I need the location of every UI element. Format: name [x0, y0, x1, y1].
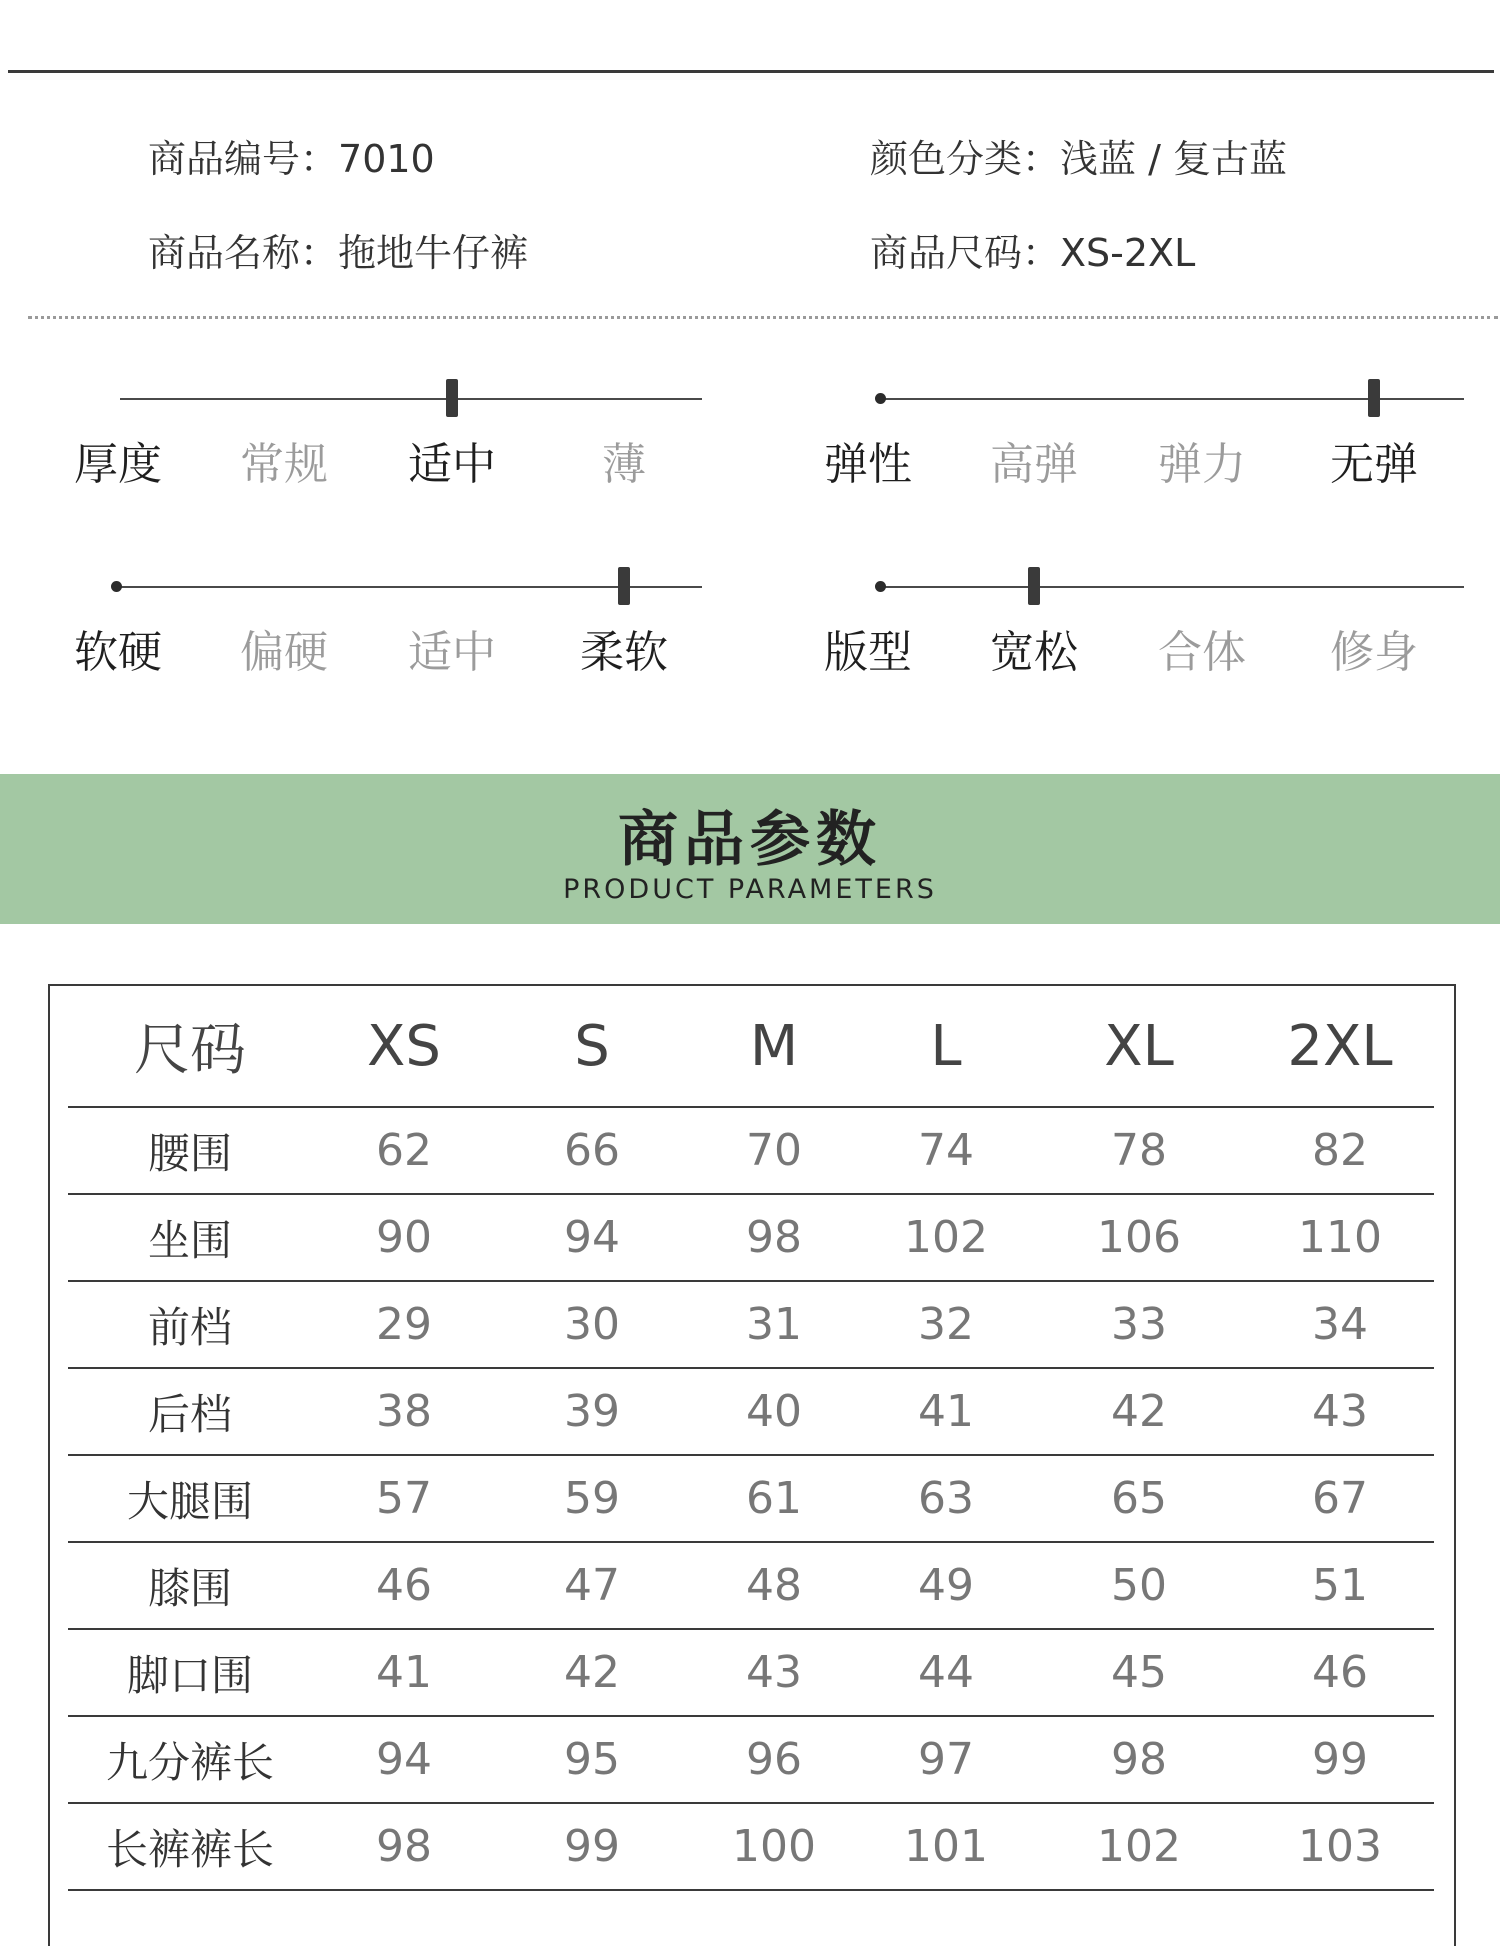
- measurement-value: 31: [688, 1281, 860, 1368]
- measurement-value: 49: [860, 1542, 1032, 1629]
- table-row: [68, 1107, 1434, 1194]
- size-header-cell: L: [860, 986, 1032, 1107]
- measurement-value: 61: [688, 1455, 860, 1542]
- measurement-value: 41: [312, 1629, 496, 1716]
- measurement-value: 33: [1032, 1281, 1246, 1368]
- table-row: [68, 1194, 1434, 1281]
- scale-start-dot: [875, 581, 886, 592]
- attribute-option: 高弹: [990, 439, 1078, 490]
- table-row: [68, 1542, 1434, 1629]
- measurement-value: 40: [688, 1368, 860, 1455]
- measurement-value: 110: [1246, 1194, 1434, 1281]
- measurement-value: 39: [496, 1368, 688, 1455]
- measurement-name: 前档: [68, 1281, 312, 1368]
- scale-start-dot: [111, 581, 122, 592]
- measurement-value: 90: [312, 1194, 496, 1281]
- measurement-name: 腰围: [68, 1107, 312, 1194]
- measurement-value: 43: [1246, 1368, 1434, 1455]
- scale-marker: [618, 567, 630, 605]
- scale-start-dot: [875, 393, 886, 404]
- product-color: [870, 128, 1287, 183]
- measurement-value: 42: [496, 1629, 688, 1716]
- size-header-cell: XL: [1032, 986, 1246, 1107]
- product-size-label: 商品尺码：: [870, 231, 1061, 275]
- measurement-value: 101: [860, 1803, 1032, 1890]
- attribute-option: 弹力: [1158, 439, 1246, 490]
- size-header-label: 尺码: [68, 986, 312, 1107]
- measurement-value: 102: [1032, 1803, 1246, 1890]
- attribute-option: 常规: [240, 439, 328, 490]
- measurement-value: 30: [496, 1281, 688, 1368]
- measurement-value: 29: [312, 1281, 496, 1368]
- measurement-value: 99: [1246, 1716, 1434, 1803]
- scale-track: [116, 586, 702, 588]
- measurement-name: 大腿围: [68, 1455, 312, 1542]
- measurement-value: 78: [1032, 1107, 1246, 1194]
- product-name-label: 商品名称：: [148, 231, 339, 275]
- attribute-option: 无弹: [1330, 439, 1418, 490]
- measurement-value: 32: [860, 1281, 1032, 1368]
- measurement-value: 95: [496, 1716, 688, 1803]
- size-header-cell: 2XL: [1246, 986, 1434, 1107]
- measurement-value: 99: [496, 1803, 688, 1890]
- attribute-name: 弹性: [824, 439, 912, 490]
- attribute-scale: [824, 398, 1500, 528]
- attribute-option: 适中: [408, 439, 496, 490]
- size-table-frame: [48, 984, 1456, 1946]
- measurement-value: 100: [688, 1803, 860, 1890]
- top-divider: [8, 70, 1494, 73]
- measurement-value: 57: [312, 1455, 496, 1542]
- scale-track: [880, 586, 1464, 588]
- measurement-value: 106: [1032, 1194, 1246, 1281]
- product-size: [870, 222, 1195, 277]
- attribute-option: 宽松: [990, 627, 1078, 678]
- attribute-scale: [74, 398, 754, 528]
- attribute-scale: [824, 586, 1500, 716]
- measurement-value: 47: [496, 1542, 688, 1629]
- measurement-value: 42: [1032, 1368, 1246, 1455]
- measurement-value: 59: [496, 1455, 688, 1542]
- attribute-option: 修身: [1330, 627, 1418, 678]
- attribute-option: 适中: [408, 627, 496, 678]
- size-header-cell: M: [688, 986, 860, 1107]
- attribute-scale: [74, 586, 754, 716]
- table-row: [68, 1716, 1434, 1803]
- measurement-value: 46: [1246, 1629, 1434, 1716]
- scale-marker: [446, 379, 458, 417]
- measurement-name: 长裤裤长: [68, 1803, 312, 1890]
- measurement-value: 50: [1032, 1542, 1246, 1629]
- scale-marker: [1368, 379, 1380, 417]
- size-table: [68, 986, 1434, 1891]
- measurement-value: 96: [688, 1716, 860, 1803]
- measurement-value: 98: [1032, 1716, 1246, 1803]
- table-row: [68, 1455, 1434, 1542]
- size-table-header-row: [68, 986, 1434, 1107]
- product-code-value: 7010: [338, 137, 435, 181]
- measurement-value: 46: [312, 1542, 496, 1629]
- measurement-name: 坐围: [68, 1194, 312, 1281]
- product-color-label: 颜色分类：: [870, 137, 1061, 181]
- attribute-name: 厚度: [74, 439, 162, 490]
- measurement-value: 63: [860, 1455, 1032, 1542]
- product-color-value: 浅蓝 / 复古蓝: [1060, 137, 1287, 181]
- measurement-name: 膝围: [68, 1542, 312, 1629]
- size-header-cell: XS: [312, 986, 496, 1107]
- measurement-value: 97: [860, 1716, 1032, 1803]
- measurement-value: 74: [860, 1107, 1032, 1194]
- measurement-value: 51: [1246, 1542, 1434, 1629]
- attribute-option: 薄: [602, 439, 646, 490]
- scale-marker: [1028, 567, 1040, 605]
- product-code: [148, 128, 435, 183]
- product-code-label: 商品编号：: [148, 137, 339, 181]
- measurement-name: 后档: [68, 1368, 312, 1455]
- measurement-value: 70: [688, 1107, 860, 1194]
- table-row: [68, 1803, 1434, 1890]
- scale-track: [120, 398, 702, 400]
- measurement-value: 48: [688, 1542, 860, 1629]
- banner-title: 商品参数: [618, 805, 882, 875]
- attribute-option: 偏硬: [240, 627, 328, 678]
- table-row: [68, 1368, 1434, 1455]
- product-name-value: 拖地牛仔裤: [338, 231, 529, 275]
- measurement-value: 102: [860, 1194, 1032, 1281]
- size-table-body: [68, 1107, 1434, 1890]
- size-header-cell: S: [496, 986, 688, 1107]
- measurement-name: 脚口围: [68, 1629, 312, 1716]
- attribute-name: 版型: [824, 627, 912, 678]
- banner-subtitle: PRODUCT PARAMETERS: [563, 874, 937, 905]
- measurement-value: 45: [1032, 1629, 1246, 1716]
- measurement-value: 43: [688, 1629, 860, 1716]
- attribute-option: 柔软: [580, 627, 668, 678]
- measurement-value: 34: [1246, 1281, 1434, 1368]
- measurement-value: 62: [312, 1107, 496, 1194]
- product-size-value: XS-2XL: [1060, 231, 1196, 275]
- measurement-value: 44: [860, 1629, 1032, 1716]
- measurement-value: 103: [1246, 1803, 1434, 1890]
- measurement-name: 九分裤长: [68, 1716, 312, 1803]
- table-row: [68, 1629, 1434, 1716]
- dotted-divider: [28, 316, 1498, 319]
- measurement-value: 98: [312, 1803, 496, 1890]
- measurement-value: 66: [496, 1107, 688, 1194]
- product-name: [148, 222, 528, 277]
- attribute-name: 软硬: [74, 627, 162, 678]
- measurement-value: 94: [312, 1716, 496, 1803]
- table-row: [68, 1281, 1434, 1368]
- measurement-value: 67: [1246, 1455, 1434, 1542]
- measurement-value: 65: [1032, 1455, 1246, 1542]
- measurement-value: 38: [312, 1368, 496, 1455]
- measurement-value: 41: [860, 1368, 1032, 1455]
- measurement-value: 94: [496, 1194, 688, 1281]
- measurement-value: 82: [1246, 1107, 1434, 1194]
- measurement-value: 98: [688, 1194, 860, 1281]
- attribute-option: 合体: [1158, 627, 1246, 678]
- section-banner: [0, 774, 1500, 924]
